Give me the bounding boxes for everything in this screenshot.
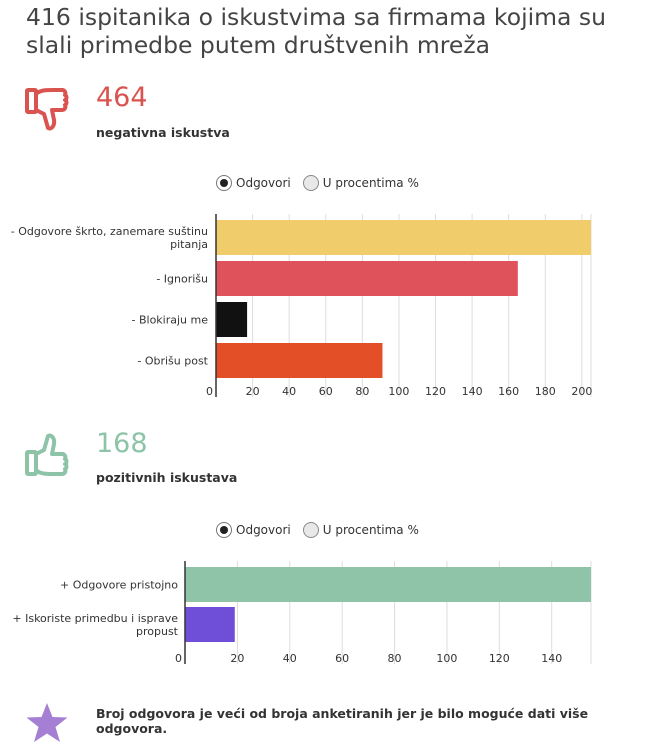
- radio-percent-label[interactable]: U procentima %: [322, 523, 419, 537]
- category-label: - Ignorišu: [156, 272, 208, 286]
- category-label: - Obrišu post: [137, 354, 208, 368]
- tick-label: 100: [436, 652, 458, 665]
- negative-count: 464: [96, 82, 148, 113]
- view-toggle-1: [216, 175, 431, 191]
- radio-counts-label[interactable]: Odgovori: [236, 523, 291, 537]
- category-label: - Blokiraju me: [131, 313, 208, 327]
- bar[interactable]: [216, 220, 591, 255]
- thumbs-up-icon: [24, 430, 72, 483]
- radio-percent-label[interactable]: U procentima %: [322, 176, 419, 190]
- tick-label: 140: [461, 385, 483, 398]
- category-label: + Odgovore pristojno: [60, 578, 178, 592]
- negative-chart: [0, 205, 654, 400]
- tick-label: 0: [206, 385, 213, 398]
- view-toggle-2: [216, 522, 431, 538]
- negative-label: negativna iskustva: [96, 125, 230, 140]
- bar[interactable]: [216, 302, 247, 337]
- tick-label: 80: [355, 385, 370, 398]
- tick-label: 20: [245, 385, 260, 398]
- category-label: pitanja: [170, 238, 208, 251]
- category-label: + Iskoriste primedbu i isprave: [12, 612, 178, 625]
- radio-counts[interactable]: [216, 175, 232, 191]
- category-label: propust: [136, 625, 178, 638]
- positive-chart: [0, 560, 654, 670]
- tick-label: 40: [282, 385, 297, 398]
- page-title: 416 ispitanika o iskustvima sa firmama kojima su slali primedbe putem društvenih mreža: [26, 3, 607, 59]
- radio-percent[interactable]: [303, 522, 319, 538]
- radio-counts-label[interactable]: Odgovori: [236, 176, 291, 190]
- bar[interactable]: [185, 567, 591, 602]
- tick-label: 120: [425, 385, 447, 398]
- tick-label: 200: [571, 385, 593, 398]
- positive-label: pozitivnih iskustava: [96, 470, 238, 485]
- tick-label: 120: [488, 652, 510, 665]
- tick-label: 140: [541, 652, 563, 665]
- tick-label: 160: [498, 385, 520, 398]
- star-icon: [25, 702, 69, 749]
- tick-label: 0: [175, 652, 182, 665]
- tick-label: 100: [388, 385, 410, 398]
- radio-counts[interactable]: [216, 522, 232, 538]
- thumbs-down-icon: [24, 86, 72, 139]
- footnote: Broj odgovora je veći od broja anketiranih jer je bilo moguće dati više odgovora.: [96, 706, 589, 736]
- bar[interactable]: [216, 343, 382, 378]
- bar[interactable]: [185, 607, 235, 642]
- positive-count: 168: [96, 428, 148, 459]
- tick-label: 20: [230, 652, 245, 665]
- tick-label: 80: [387, 652, 402, 665]
- tick-label: 40: [282, 652, 297, 665]
- radio-percent[interactable]: [303, 175, 319, 191]
- tick-label: 60: [335, 652, 350, 665]
- category-label: - Odgovore škrto, zanemare suštinu: [10, 225, 208, 238]
- tick-label: 60: [318, 385, 333, 398]
- bar[interactable]: [216, 261, 518, 296]
- tick-label: 180: [534, 385, 556, 398]
